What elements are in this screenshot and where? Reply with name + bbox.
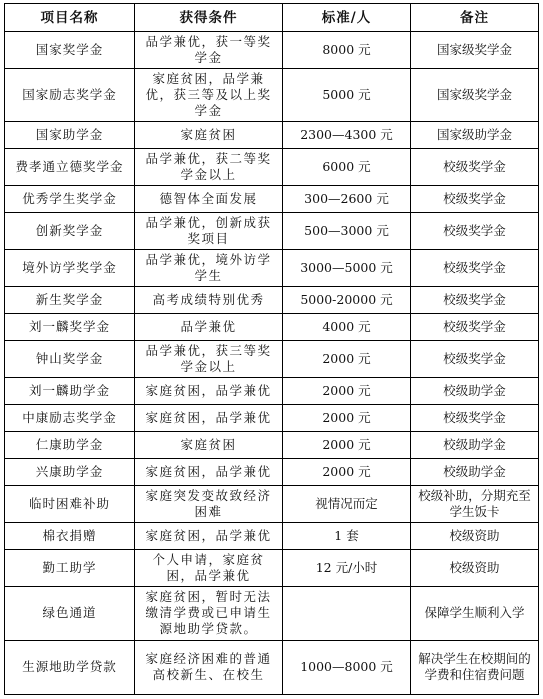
header-condition: 获得条件: [135, 4, 283, 32]
cell-standard: 2300—4300 元: [283, 121, 411, 148]
cell-name: 勤工助学: [5, 549, 135, 586]
cell-note: 校级奖学金: [411, 212, 539, 249]
cell-note: 国家级助学金: [411, 121, 539, 148]
cell-note: 校级奖学金: [411, 185, 539, 212]
cell-condition: 家庭贫困: [135, 431, 283, 458]
cell-standard: 2000 元: [283, 404, 411, 431]
cell-note: 校级助学金: [411, 431, 539, 458]
cell-standard: 500—3000 元: [283, 212, 411, 249]
table-body: [5, 32, 539, 695]
table-row: [5, 549, 539, 586]
cell-standard: 3000—5000 元: [283, 249, 411, 286]
cell-condition: 家庭贫困，品学兼优，获三等及以上奖学金: [135, 68, 283, 121]
scholarship-table: [4, 3, 539, 695]
cell-condition: 品学兼优，境外访学学生: [135, 249, 283, 286]
cell-name: 生源地助学贷款: [5, 640, 135, 694]
cell-note: 校级资助: [411, 522, 539, 549]
cell-note: 解决学生在校期间的学费和住宿费问题: [411, 640, 539, 694]
cell-name: 新生奖学金: [5, 286, 135, 313]
cell-name: 国家奖学金: [5, 32, 135, 69]
table-row: [5, 404, 539, 431]
table-row: [5, 185, 539, 212]
header-row: [5, 4, 539, 32]
cell-note: 国家级奖学金: [411, 68, 539, 121]
cell-note: 校级资助: [411, 549, 539, 586]
cell-note: 校级补助，分期充至学生饭卡: [411, 485, 539, 522]
cell-condition: 品学兼优，获一等奖学金: [135, 32, 283, 69]
cell-name: 钟山奖学金: [5, 340, 135, 377]
table-row: [5, 121, 539, 148]
cell-name: 刘一麟奖学金: [5, 313, 135, 340]
table-row: [5, 640, 539, 694]
cell-condition: 家庭贫困，暂时无法缴清学费或已申请生源地助学贷款。: [135, 586, 283, 640]
cell-name: 临时困难补助: [5, 485, 135, 522]
cell-name: 创新奖学金: [5, 212, 135, 249]
cell-standard: 6000 元: [283, 148, 411, 185]
table-row: [5, 586, 539, 640]
table-row: [5, 522, 539, 549]
table-row: [5, 431, 539, 458]
table-row: [5, 148, 539, 185]
cell-standard: 视情况而定: [283, 485, 411, 522]
cell-condition: 品学兼优，获二等奖学金以上: [135, 148, 283, 185]
cell-condition: 家庭贫困，品学兼优: [135, 404, 283, 431]
cell-standard: 5000 元: [283, 68, 411, 121]
cell-name: 刘一麟助学金: [5, 377, 135, 404]
cell-condition: 家庭贫困，品学兼优: [135, 522, 283, 549]
cell-name: 费孝通立德奖学金: [5, 148, 135, 185]
cell-standard: 8000 元: [283, 32, 411, 69]
cell-condition: 家庭贫困，品学兼优: [135, 377, 283, 404]
cell-condition: 家庭贫困，品学兼优: [135, 458, 283, 485]
table-row: [5, 249, 539, 286]
cell-name: 国家助学金: [5, 121, 135, 148]
cell-standard: 5000-20000 元: [283, 286, 411, 313]
table-row: [5, 68, 539, 121]
header-standard: 标准/人: [283, 4, 411, 32]
cell-note: 校级奖学金: [411, 404, 539, 431]
table-row: [5, 286, 539, 313]
cell-name: 中康励志奖学金: [5, 404, 135, 431]
table-row: [5, 313, 539, 340]
cell-condition: 品学兼优: [135, 313, 283, 340]
cell-note: 校级助学金: [411, 458, 539, 485]
cell-name: 仁康助学金: [5, 431, 135, 458]
cell-condition: 家庭贫困: [135, 121, 283, 148]
cell-name: 优秀学生奖学金: [5, 185, 135, 212]
cell-standard: 2000 元: [283, 377, 411, 404]
cell-standard: 4000 元: [283, 313, 411, 340]
cell-standard: 2000 元: [283, 431, 411, 458]
cell-name: 棉衣捐赠: [5, 522, 135, 549]
cell-name: 兴康助学金: [5, 458, 135, 485]
cell-name: 绿色通道: [5, 586, 135, 640]
cell-standard: 12 元/小时: [283, 549, 411, 586]
table-row: [5, 485, 539, 522]
table-row: [5, 32, 539, 69]
table-row: [5, 340, 539, 377]
cell-standard: 2000 元: [283, 458, 411, 485]
cell-note: 校级奖学金: [411, 313, 539, 340]
header-note: 备注: [411, 4, 539, 32]
header-name: 项目名称: [5, 4, 135, 32]
cell-note: 保障学生顺利入学: [411, 586, 539, 640]
cell-condition: 家庭突发变故致经济困难: [135, 485, 283, 522]
cell-note: 国家级奖学金: [411, 32, 539, 69]
table-row: [5, 212, 539, 249]
cell-condition: 德智体全面发展: [135, 185, 283, 212]
cell-condition: 品学兼优，获三等奖学金以上: [135, 340, 283, 377]
cell-name: 境外访学奖学金: [5, 249, 135, 286]
cell-note: 校级奖学金: [411, 249, 539, 286]
cell-standard: [283, 586, 411, 640]
cell-condition: 品学兼优，创新成获奖项目: [135, 212, 283, 249]
cell-note: 校级奖学金: [411, 340, 539, 377]
cell-standard: 300—2600 元: [283, 185, 411, 212]
cell-condition: 家庭经济困难的普通高校新生、在校生: [135, 640, 283, 694]
table-row: [5, 458, 539, 485]
cell-condition: 个人申请，家庭贫困，品学兼优: [135, 549, 283, 586]
cell-note: 校级助学金: [411, 377, 539, 404]
cell-standard: 2000 元: [283, 340, 411, 377]
table-row: [5, 377, 539, 404]
cell-standard: 1000—8000 元: [283, 640, 411, 694]
cell-note: 校级奖学金: [411, 148, 539, 185]
cell-name: 国家励志奖学金: [5, 68, 135, 121]
cell-note: 校级奖学金: [411, 286, 539, 313]
cell-condition: 高考成绩特别优秀: [135, 286, 283, 313]
cell-standard: 1 套: [283, 522, 411, 549]
